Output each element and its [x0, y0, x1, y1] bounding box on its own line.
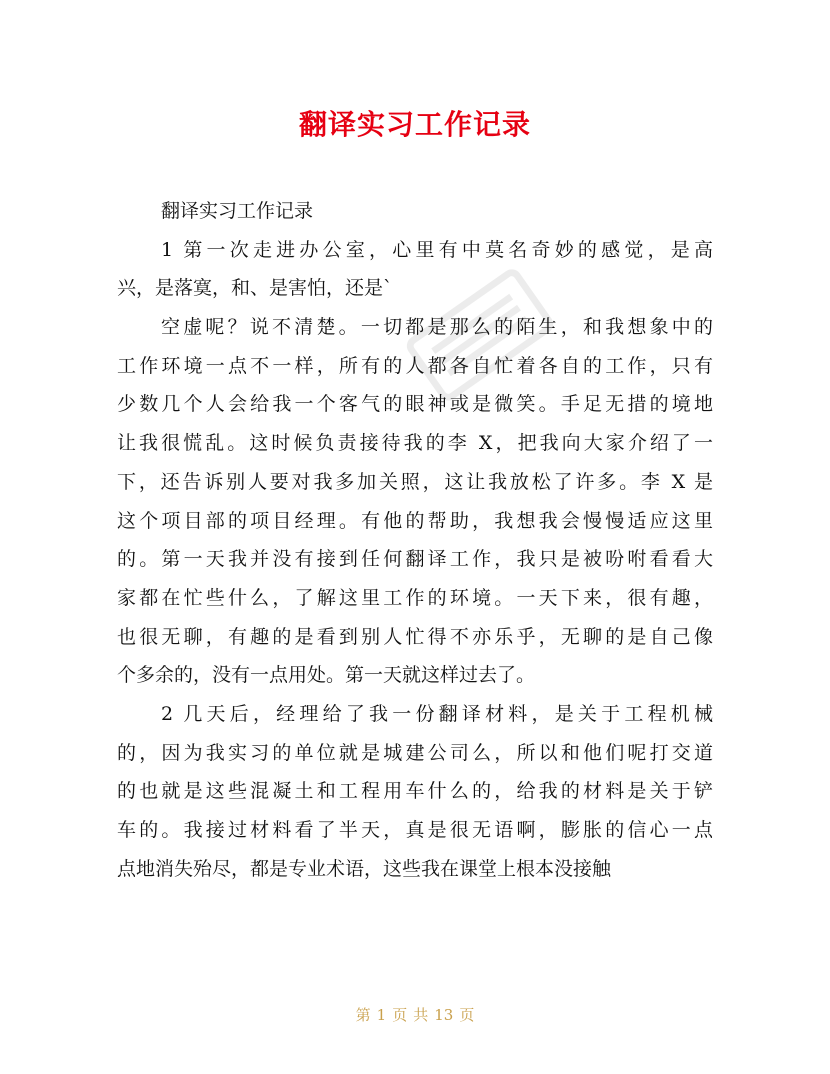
- paragraph-line: 的也就是这些混凝土和工程用车什么的，给我的材料是关于铲: [117, 780, 713, 803]
- paragraph-line: 工作环境一点不一样，所有的人都各自忙着各自的工作，只有: [117, 354, 713, 377]
- paragraph-line: 的。第一天我并没有接到任何翻译工作，我只是被吩咐看看大: [117, 548, 713, 571]
- footer-total-pages: 13: [434, 1006, 454, 1024]
- paragraph-line: 1 第一次走进办公室，心里有中莫名奇妙的感觉，是高: [161, 238, 713, 261]
- paragraph-line: 兴，是落寞，和、是害怕，还是`: [117, 277, 393, 300]
- paragraph-line: 让我很慌乱。这时候负责接待我的李 X，把我向大家介绍了一: [117, 432, 713, 455]
- document-title: 翻译实习工作记录: [298, 108, 531, 141]
- paragraph: [117, 192, 713, 231]
- paragraph: [117, 308, 713, 695]
- footer-label-page: 第: [355, 1006, 371, 1024]
- paragraph-line: 也很无聊，有趣的是看到别人忙得不亦乐乎，无聊的是自己像: [117, 625, 713, 648]
- paragraph-line: 点地消失殆尽，都是专业术语，这些我在课堂上根本没接触: [117, 857, 612, 880]
- footer-label-ye2: 页: [459, 1006, 475, 1024]
- page-footer: [0, 1004, 830, 1025]
- footer-current-page: 1: [376, 1006, 387, 1024]
- paragraph-line: 车的。我接过材料看了半天，真是很无语啊，膨胀的信心一点: [117, 819, 713, 841]
- paragraph-line: 下，还告诉别人要对我多加关照，这让我放松了许多。李 X 是: [117, 470, 713, 493]
- paragraph-line: 空虚呢？说不清楚。一切都是那么的陌生，和我想象中的: [161, 316, 713, 339]
- paragraph-line: 个多余的，没有一点用处。第一天就这样过去了。: [117, 664, 536, 687]
- footer-label-ye: 页: [392, 1006, 408, 1024]
- paragraph: [117, 695, 713, 888]
- paragraph-line: 翻译实习工作记录: [161, 200, 314, 222]
- paragraph-line: 这个项目部的项目经理。有他的帮助，我想我会慢慢适应这里: [117, 509, 713, 532]
- paragraph-line: 少数几个人会给我一个客气的眼神或是微笑。手足无措的境地: [117, 393, 713, 416]
- paragraph-line: 家都在忙些什么，了解这里工作的环境。一天下来，很有趣，: [117, 586, 713, 609]
- footer-label-total: 共: [413, 1006, 429, 1024]
- document-body: [117, 192, 713, 888]
- paragraph-line: 的，因为我实习的单位就是城建公司么，所以和他们呢打交道: [117, 741, 713, 764]
- paragraph: [117, 231, 713, 308]
- paragraph-line: 2 几天后，经理给了我一份翻译材料，是关于工程机械: [161, 702, 713, 725]
